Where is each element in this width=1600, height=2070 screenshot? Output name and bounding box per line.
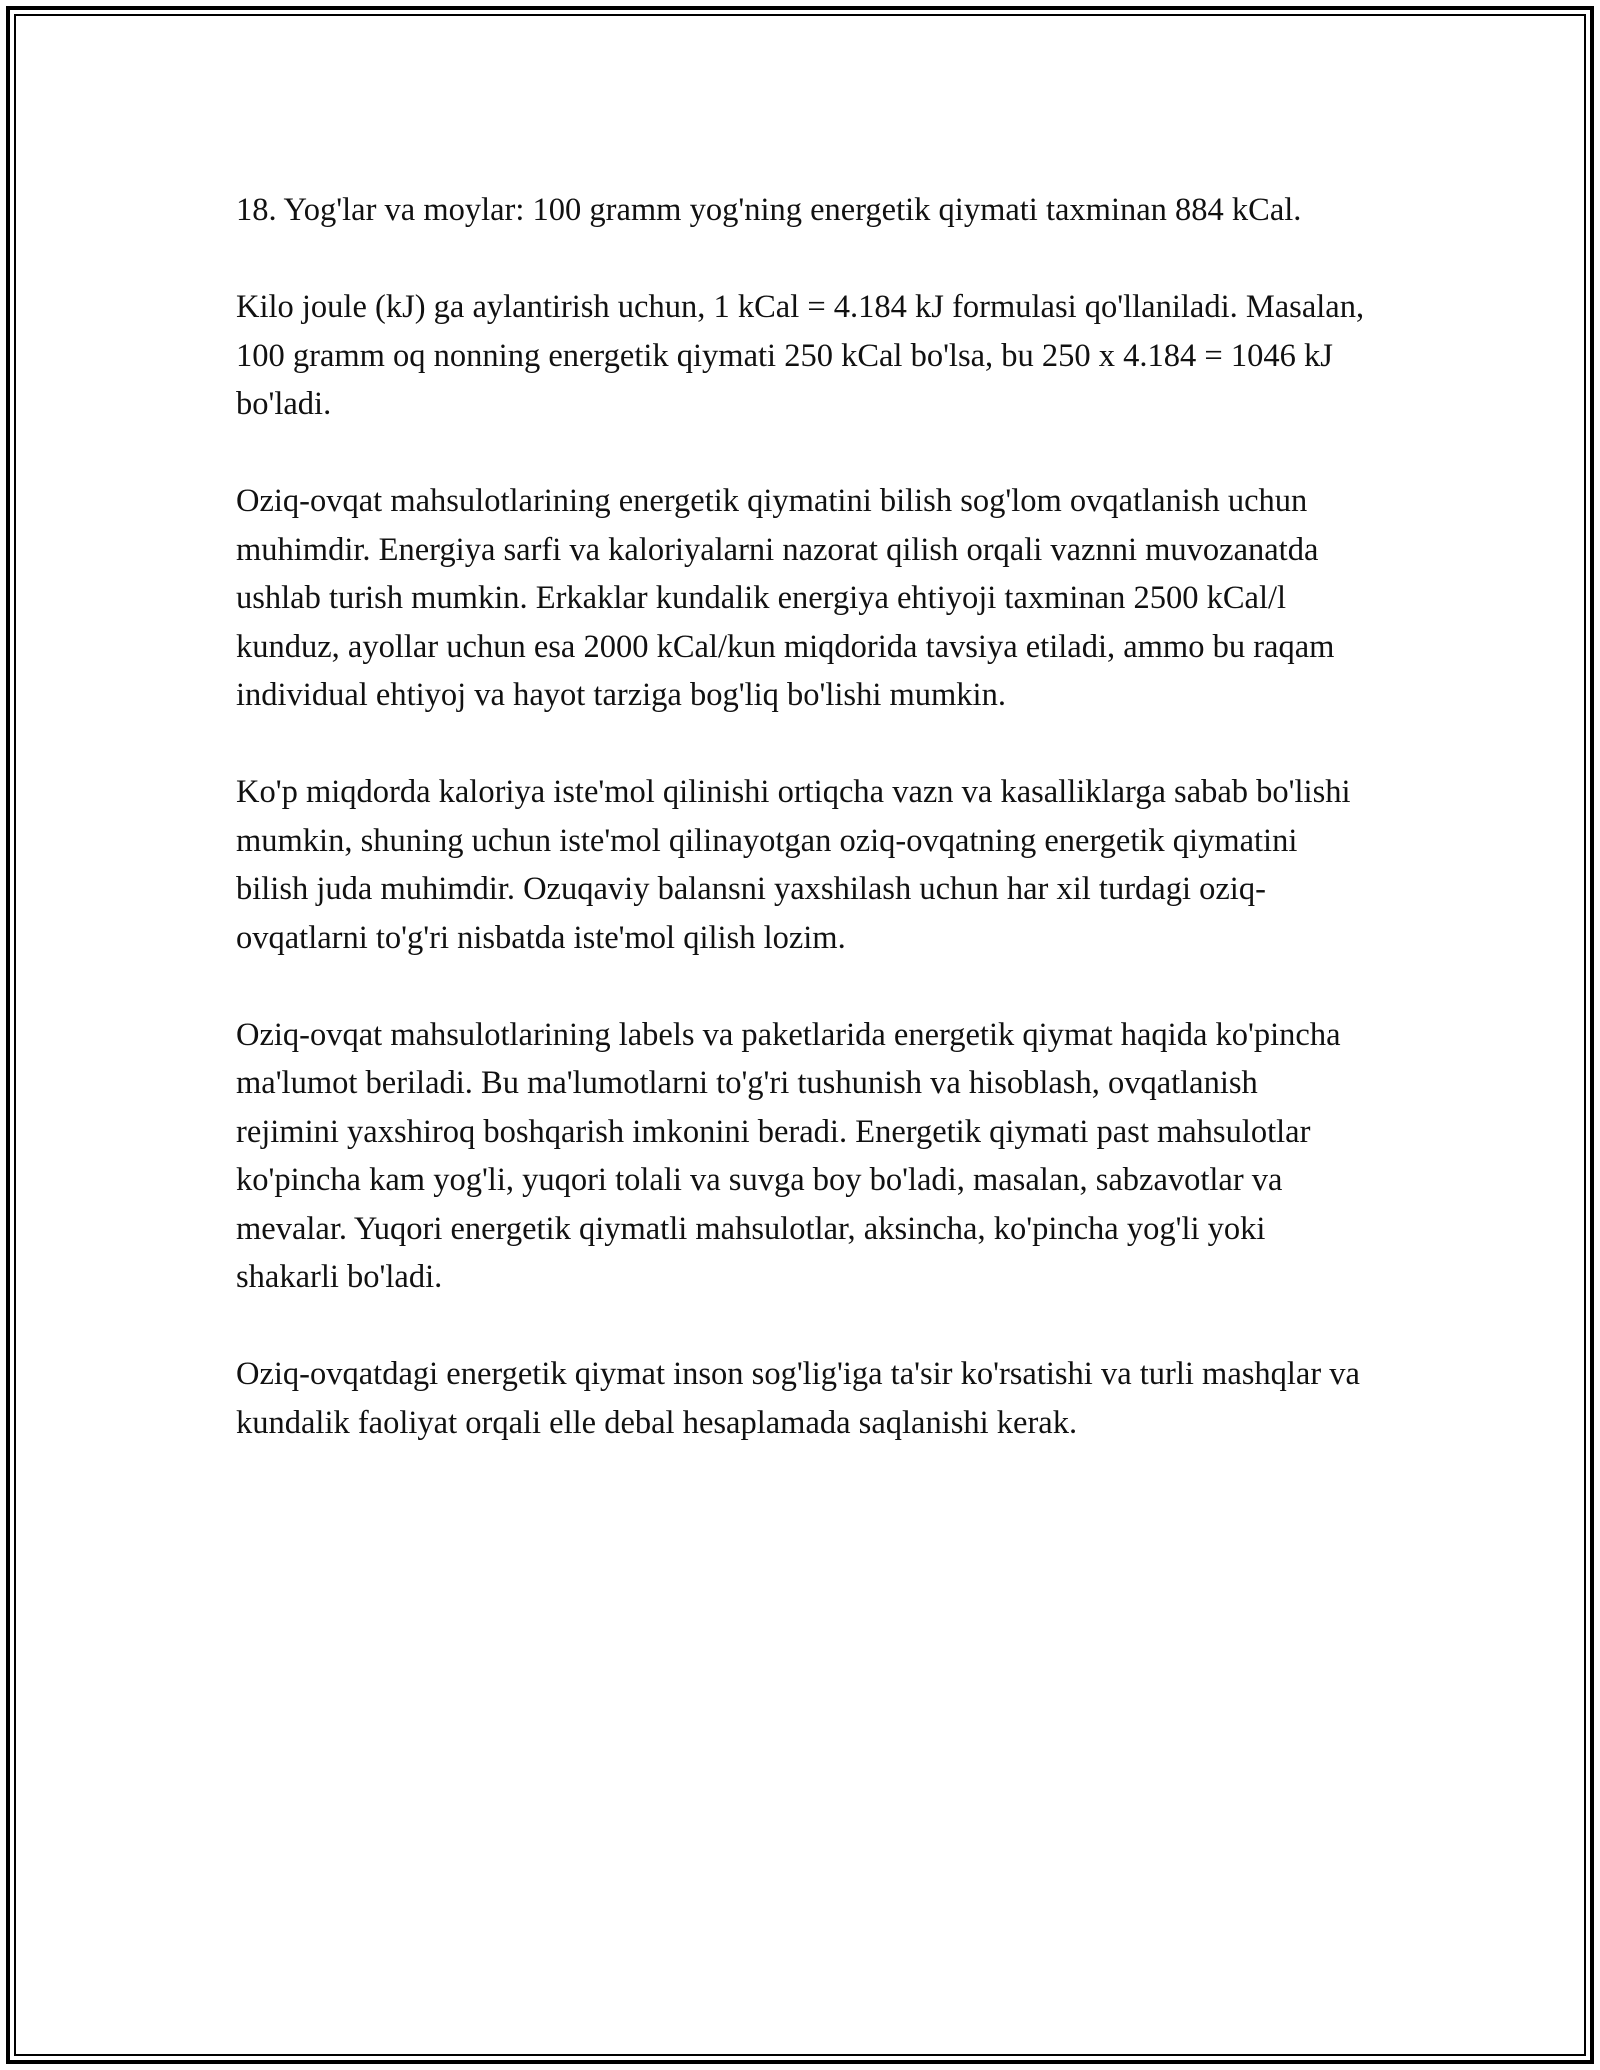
paragraph-food-labels: Oziq-ovqat mahsulotlarining labels va paketlarida energetik qiymat haqida ko'pincha ma'lumot beriladi. Bu ma'lumotlarni to'g'ri tushunish va hisoblash, ovqatlanish rejimini yaxshiroq boshqarish imkonini beradi. Energetik qiymati past mahsulotlar ko'pincha kam yog'li, yuqori tolali va suvga boy bo'ladi, masalan, sabzavotlar va mevalar. Yuqori energetik qiymatli mahsulotlar, aksincha, ko'pincha yog'li yoki shakarli bo'ladi. [236,1016,1341,1295]
paragraph-healthy-eating: Oziq-ovqat mahsulotlarining energetik qiymatini bilish sog'lom ovqatlanish uchun muhimdir. Energiya sarfi va kaloriyalarni nazorat qilish orqali vaznni muvozanatda ushlab turish mumkin. Erkaklar kundalik energiya ehtiyoji taxminan 2500 kCal/l kunduz, ayollar uchun esa 2000 kCal/kun miqdorida tavsiya etiladi, ammo bu raqam individual ehtiyoj va hayot tarziga bog'liq bo'lishi mumkin. [236,483,1335,713]
paragraph-conclusion: Oziq-ovqatdagi energetik qiymat inson sog'lig'iga ta'sir ko'rsatishi va turli mashqlar va kundalik faoliyat orqali elle debal hesaplamada saqlanishi kerak. [236,1356,1360,1441]
paragraph-fats-oils: 18. Yog'lar va moylar: 100 gramm yog'ning energetik qiymati taxminan 884 kCal. [236,192,1302,228]
document-body [236,186,1366,1496]
paragraph-excess-calories: Ko'p miqdorda kaloriya iste'mol qilinishi ortiqcha vazn va kasalliklarga sabab bo'lishi mumkin, shuning uchun iste'mol qilinayotgan oziq-ovqatning energetik qiymatini bilish juda muhimdir. Ozuqaviy balansni yaxshilash uchun har xil turdagi oziq-ovqatlarni to'g'ri nisbatda iste'mol qilish lozim. [236,774,1351,956]
paragraph-kj-conversion: Kilo joule (kJ) ga aylantirish uchun, 1 kCal = 4.184 kJ formulasi qo'llaniladi. Masalan, 100 gramm oq nonning energetik qiymati 250 kCal bo'lsa, bu 250 x 4.184 = 1046 kJ bo'ladi. [236,289,1365,422]
